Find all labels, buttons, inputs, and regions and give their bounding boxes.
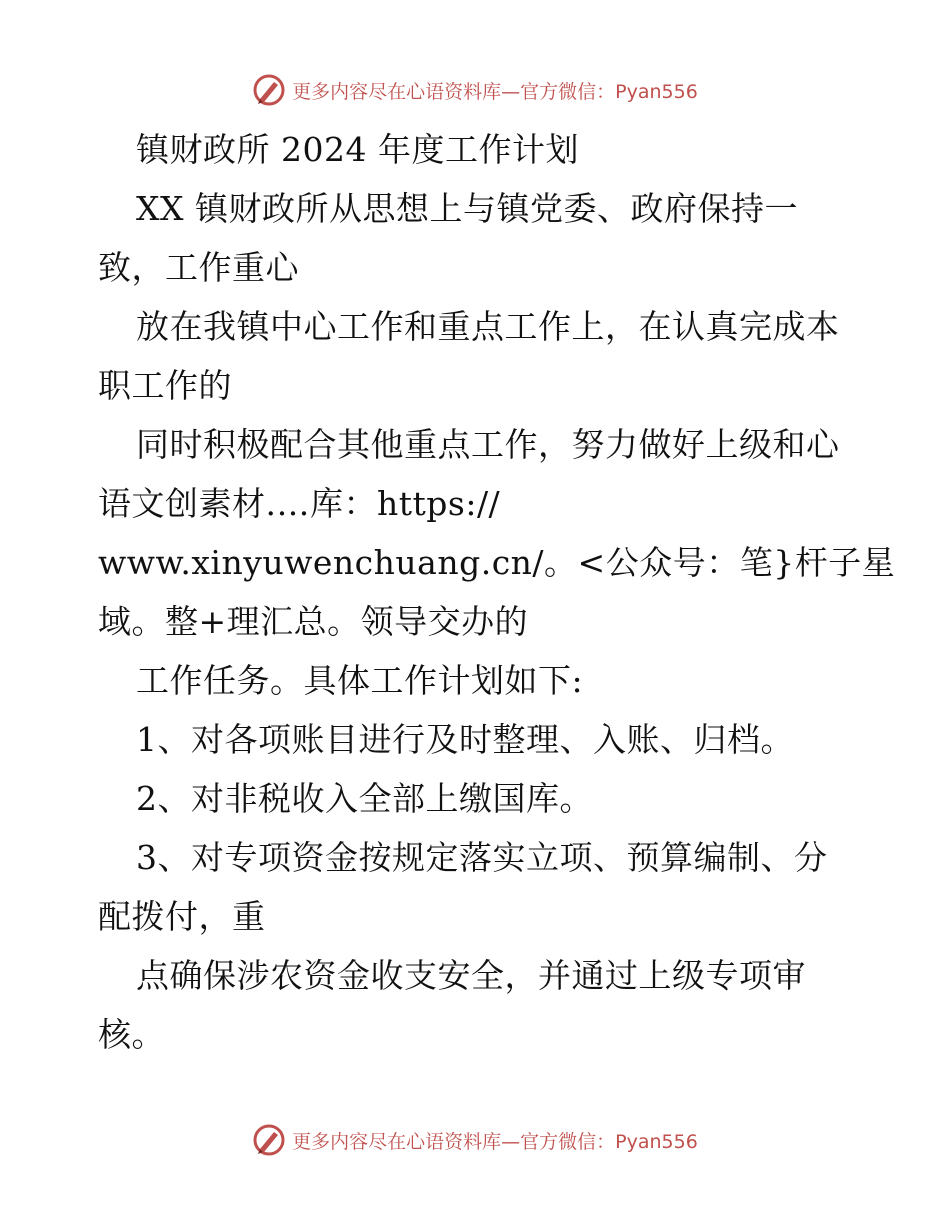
text-line: 同时积极配合其他重点工作，努力做好上级和心 <box>136 425 840 464</box>
text-line: 致，工作重心 <box>98 248 299 287</box>
text-line: 点确保涉农资金收支安全，并通过上级专项审 <box>136 956 806 995</box>
text-line: 域。整+理汇总。领导交办的 <box>98 602 529 641</box>
text-line: 2、对非税收入全部上缴国库。 <box>136 779 593 818</box>
text-line: 工作任务。具体工作计划如下: <box>136 661 584 700</box>
pen-logo-icon <box>252 1123 286 1157</box>
footer-banner-text: 更多内容尽在心语资料库—官方微信：Pyan556 <box>292 1130 698 1153</box>
text-line: 3、对专项资金按规定落实立项、预算编制、分 <box>136 838 828 877</box>
text-line: XX 镇财政所从思想上与镇党委、政府保持一 <box>136 189 798 228</box>
text-line: 1、对各项账目进行及时整理、入账、归档。 <box>136 720 794 759</box>
document-title: 镇财政所 2024 年度工作计划 <box>136 130 579 169</box>
text-line: 放在我镇中心工作和重点工作上，在认真完成本 <box>136 307 840 346</box>
text-line: 核。 <box>98 1015 165 1054</box>
pen-logo-icon <box>252 73 286 107</box>
text-line: 语文创素材.…库：https:// <box>98 484 501 523</box>
text-line: 配拨付，重 <box>98 897 266 936</box>
footer-banner <box>0 1120 950 1160</box>
header-banner-text: 更多内容尽在心语资料库—官方微信：Pyan556 <box>292 80 698 103</box>
document-body <box>98 120 896 1064</box>
text-line: 职工作的 <box>98 366 232 405</box>
text-line: www.xinyuwenchuang.cn/。<公众号：笔}杆子星 <box>98 543 896 582</box>
header-banner <box>0 70 950 110</box>
